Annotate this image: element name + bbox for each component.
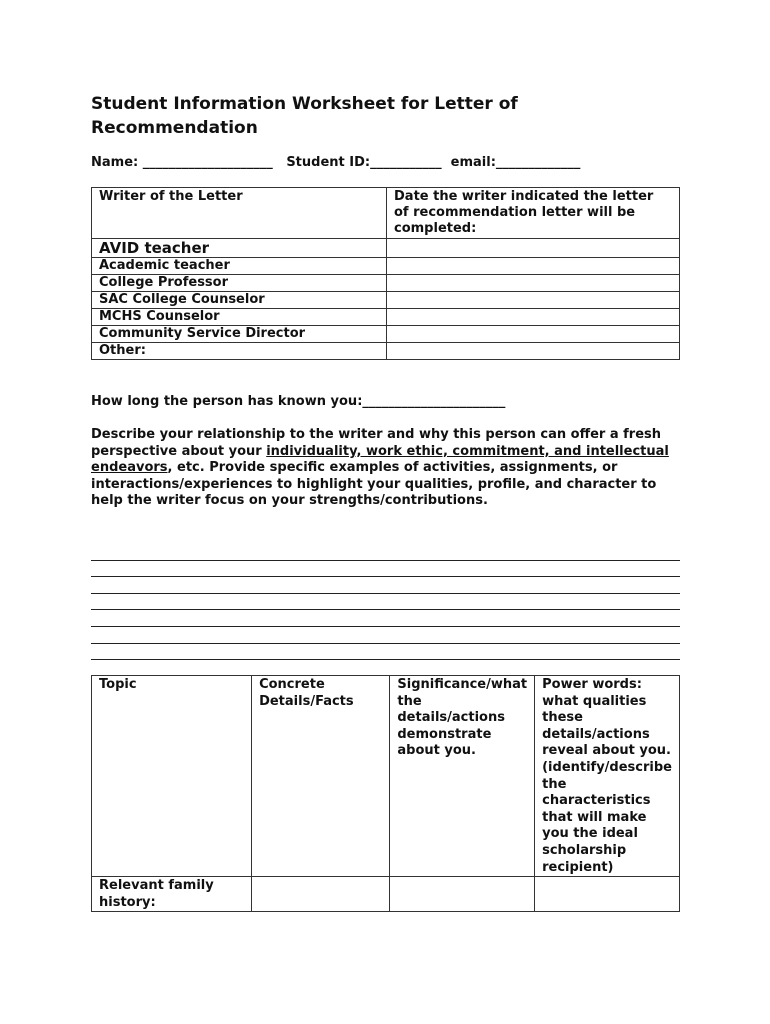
writer-row	[92, 275, 680, 292]
writer-row	[92, 343, 680, 360]
answer-line[interactable]	[91, 580, 680, 597]
writer-type-label: College Professor	[92, 275, 387, 292]
completion-date-cell[interactable]	[387, 239, 680, 258]
writer-table	[91, 187, 680, 360]
answer-line[interactable]	[91, 647, 680, 664]
writer-row	[92, 239, 680, 258]
writer-type-label: Community Service Director	[92, 326, 387, 343]
answer-line[interactable]	[91, 613, 680, 630]
writer-row	[92, 326, 680, 343]
answer-line[interactable]	[91, 597, 680, 614]
completion-date-cell[interactable]	[387, 309, 680, 326]
writer-type-label: Academic teacher	[92, 258, 387, 275]
writer-type-label: MCHS Counselor	[92, 309, 387, 326]
completion-date-cell[interactable]	[387, 258, 680, 275]
writer-row	[92, 309, 680, 326]
relationship-prompt	[91, 427, 681, 510]
page-title: Student Information Worksheet for Letter of Recommendation	[91, 94, 518, 138]
power-words-header: Power words: what qualities these details/actions reveal about you. (identify/describe the characteristics that will make you the ideal scholarship recipient)	[535, 676, 680, 877]
relationship-prompt-part1: Describe your relationship to the writer and why this person can offer a fresh perspective about your	[91, 427, 662, 459]
completion-date-cell[interactable]	[387, 275, 680, 292]
writer-type-label: AVID teacher	[92, 239, 387, 258]
relationship-prompt-part2: , etc. Provide specific examples of activities, assignments, or interactions/experiences to highlight your qualities, profile, and character to help the writer focus on your strengths/contributions.	[91, 460, 657, 509]
writer-row	[92, 292, 680, 309]
writer-type-label: Other:	[92, 343, 387, 360]
known-duration-prompt: How long the person has known you:______________________	[91, 394, 506, 409]
topic-table-header-row	[92, 676, 680, 877]
writer-type-label: SAC College Counselor	[92, 292, 387, 309]
completion-date-cell[interactable]	[387, 292, 680, 309]
writer-header: Writer of the Letter	[92, 188, 387, 239]
answer-line[interactable]	[91, 547, 680, 564]
topic-label: Relevant family history:	[92, 877, 252, 912]
topic-table	[91, 675, 680, 912]
answer-line[interactable]	[91, 630, 680, 647]
writer-row	[92, 258, 680, 275]
answer-lines[interactable]	[91, 547, 680, 663]
significance-header: Significance/what the details/actions demonstrate about you.	[390, 676, 535, 877]
topic-header: Topic	[92, 676, 252, 877]
student-info-line: Name: ____________________ Student ID:___________ email:_____________	[91, 155, 581, 170]
completion-date-cell[interactable]	[387, 326, 680, 343]
completion-date-header: Date the writer indicated the letter of recommendation letter will be completed:	[387, 188, 680, 239]
details-cell[interactable]	[252, 877, 390, 912]
answer-line[interactable]	[91, 564, 680, 581]
significance-cell[interactable]	[390, 877, 535, 912]
relationship-prompt-underlined: individuality, work ethic, commitment, and intellectual endeavors	[91, 443, 669, 476]
details-header: Concrete Details/Facts	[252, 676, 390, 877]
completion-date-cell[interactable]	[387, 343, 680, 360]
power-words-cell[interactable]	[535, 877, 680, 912]
topic-row	[92, 877, 680, 912]
writer-table-header-row	[92, 188, 680, 239]
